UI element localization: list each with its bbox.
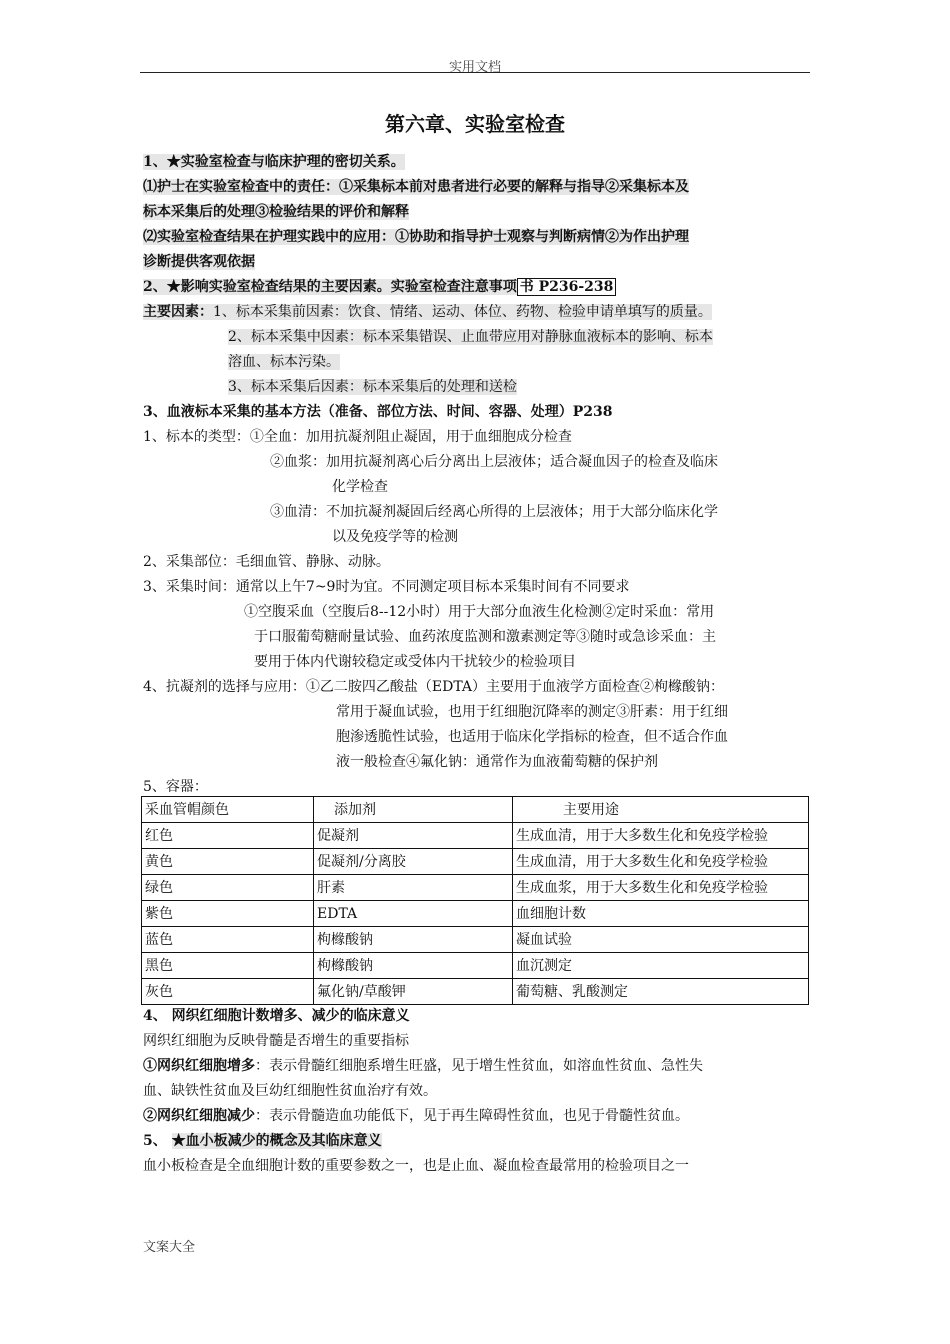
table-row — [142, 953, 809, 979]
section1-para1-line2: 标本采集后的处理③检验结果的评价和解释 — [143, 204, 409, 220]
table-cell: 枸橼酸钠 — [314, 953, 513, 979]
table-cell: 血细胞计数 — [513, 901, 809, 927]
reticulocyte-increase-cont: 血、缺铁性贫血及巨幼红细胞性贫血治疗有效。 — [143, 1083, 437, 1099]
table-cell: 生成血浆，用于大多数生化和免疫学检验 — [513, 875, 809, 901]
table-cell: 红色 — [142, 823, 314, 849]
table-cell: 绿色 — [142, 875, 314, 901]
page-footer: 文案大全 — [143, 1240, 196, 1255]
specimen-type-plasma-line1: ②血浆：加用抗凝剂离心后分离出上层液体；适合凝血因子的检查及临床 — [270, 454, 718, 470]
tube-color-table — [141, 796, 809, 1005]
chapter-title: 第六章、实验室检查 — [385, 112, 565, 136]
reticulocyte-decrease: ②网织红细胞减少：表示骨髓造血功能低下，见于再生障碍性贫血，也见于骨髓性贫血。 — [143, 1108, 689, 1124]
table-row — [142, 849, 809, 875]
section1-para1-line1: ⑴护士在实验室检查中的责任：①采集标本前对患者进行必要的解释与指导②采集标本及 — [143, 179, 689, 195]
section4-heading: 4、 网织红细胞计数增多、减少的临床意义 — [143, 1008, 410, 1024]
table-cell: 生成血清，用于大多数生化和免疫学检验 — [513, 823, 809, 849]
collection-site: 2、采集部位：毛细血管、静脉、动脉。 — [143, 554, 390, 570]
section5-text: 血小板检查是全血细胞计数的重要参数之一，也是止血、凝血检查最常用的检验项目之一 — [143, 1158, 689, 1174]
table-cell: 黄色 — [142, 849, 314, 875]
table-row — [142, 901, 809, 927]
specimen-type-whole-blood: 1、标本的类型：①全血：加用抗凝剂阻止凝固，用于血细胞成分检查 — [143, 429, 572, 445]
table-cell: 氟化钠/草酸钾 — [314, 979, 513, 1005]
table-cell: 血沉测定 — [513, 953, 809, 979]
section1-heading: 1、★实验室检查与临床护理的密切关系。 — [143, 154, 405, 170]
table-row — [142, 927, 809, 953]
table-row — [142, 823, 809, 849]
collection-time-detail-2: 于口服葡萄糖耐量试验、血药浓度监测和激素测定等③随时或急诊采血：主 — [254, 629, 716, 645]
specimen-type-serum-line1: ③血清：不加抗凝剂凝固后经离心所得的上层液体；用于大部分临床化学 — [270, 504, 718, 520]
table-cell: 生成血清，用于大多数生化和免疫学检验 — [513, 849, 809, 875]
table-cell: 蓝色 — [142, 927, 314, 953]
collection-time-detail-3: 要用于体内代谢较稳定或受体内干扰较少的检验项目 — [254, 654, 576, 670]
table-header-cell: 添加剂 — [314, 797, 513, 823]
table-header-cell: 主要用途 — [513, 797, 809, 823]
anticoagulant-line4: 液一般检查④氟化钠：通常作为血液葡萄糖的保护剂 — [336, 754, 658, 770]
specimen-type-plasma-line2: 化学检查 — [332, 479, 388, 495]
section5-heading: 5、 ★血小板减少的概念及其临床意义 — [143, 1133, 382, 1149]
specimen-type-serum-line2: 以及免疫学等的检测 — [332, 529, 458, 545]
anticoagulant-line3: 胞渗透脆性试验，也适用于临床化学指标的检查，但不适合作血 — [336, 729, 728, 745]
table-cell: 促凝剂/分离胶 — [314, 849, 513, 875]
anticoagulant-line1: 4、抗凝剂的选择与应用：①乙二胺四乙酸盐（EDTA）主要用于血液学方面检查②枸橼酸钠： — [143, 679, 725, 695]
table-cell: 枸橼酸钠 — [314, 927, 513, 953]
table-cell: 紫色 — [142, 901, 314, 927]
section2-factor3: 3、标本采集后因素：标本采集后的处理和送检 — [228, 379, 517, 395]
table-cell: 凝血试验 — [513, 927, 809, 953]
table-cell: 葡萄糖、乳酸测定 — [513, 979, 809, 1005]
container-label: 5、容器： — [143, 779, 208, 795]
table-header-row — [142, 797, 809, 823]
table-cell: 黑色 — [142, 953, 314, 979]
section2-factor1: 主要因素：1、标本采集前因素：饮食、情绪、运动、体位、药物、检验申请单填写的质量。 — [143, 304, 712, 320]
section2-factor2-line1: 2、标本采集中因素：标本采集错误、止血带应用对静脉血液标本的影响、标本 — [228, 329, 713, 345]
section2-heading: 2、★影响实验室检查结果的主要因素。实验室检查注意事项 书 P236-238 — [143, 275, 616, 299]
section4-intro: 网织红细胞为反映骨髓是否增生的重要指标 — [143, 1033, 409, 1049]
table-cell: 肝素 — [314, 875, 513, 901]
anticoagulant-line2: 常用于凝血试验，也用于红细胞沉降率的测定③肝素：用于红细 — [336, 704, 728, 720]
collection-time-detail-1: ①空腹采血（空腹后8--12小时）用于大部分血液生化检测②定时采血：常用 — [244, 604, 715, 620]
section3-heading: 3、血液标本采集的基本方法（准备、部位方法、时间、容器、处理）P238 — [143, 404, 613, 420]
header-rule — [140, 72, 810, 73]
page-header: 实用文档 — [448, 60, 501, 75]
page-reference: 书 P236-238 — [517, 278, 617, 296]
table-row — [142, 875, 809, 901]
reticulocyte-increase: ①网织红细胞增多：表示骨髓红细胞系增生旺盛，见于增生性贫血，如溶血性贫血、急性失 — [143, 1058, 703, 1074]
table-cell: 灰色 — [142, 979, 314, 1005]
table-row — [142, 979, 809, 1005]
table-cell: 促凝剂 — [314, 823, 513, 849]
section2-factor2-line2: 溶血、标本污染。 — [228, 354, 340, 370]
section1-para2-line1: ⑵实验室检查结果在护理实践中的应用：①协助和指导护士观察与判断病情②为作出护理 — [143, 229, 689, 245]
table-cell: EDTA — [314, 901, 513, 927]
table-header-cell: 采血管帽颜色 — [142, 797, 314, 823]
section1-para2-line2: 诊断提供客观依据 — [143, 254, 255, 270]
collection-time: 3、采集时间：通常以上午7~9时为宜。不同测定项目标本采集时间有不同要求 — [143, 579, 630, 595]
